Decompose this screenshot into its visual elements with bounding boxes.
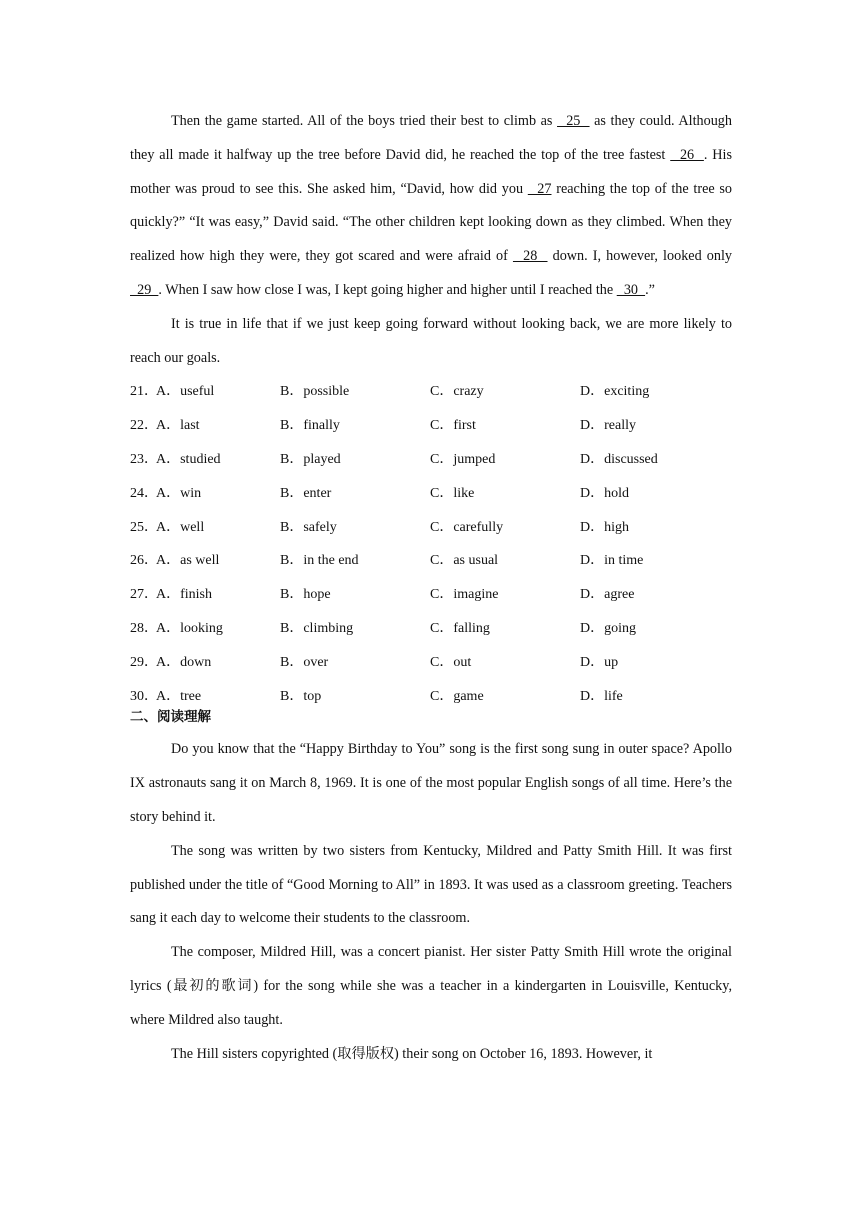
option-a: A．looking <box>156 620 223 636</box>
blank-27: 27 <box>527 180 552 197</box>
question-number: 29． <box>130 654 158 670</box>
option-c: C．jumped <box>430 451 496 467</box>
option-d: D．hold <box>580 485 629 501</box>
option-row-26 <box>130 544 732 578</box>
option-d: D．going <box>580 620 636 636</box>
passage-text: .” <box>645 281 655 298</box>
blank-29: 29 <box>130 281 159 298</box>
option-a: A．down <box>156 654 212 670</box>
option-c: C．first <box>430 418 476 434</box>
option-d: D．exciting <box>580 384 650 400</box>
option-b: B．hope <box>280 587 331 603</box>
option-row-28 <box>130 612 732 646</box>
option-row-22 <box>130 409 732 443</box>
question-number: 30． <box>130 688 158 704</box>
option-b: B．over <box>280 654 329 670</box>
option-b: B．climbing <box>280 620 354 636</box>
option-c: C．game <box>430 688 484 704</box>
passage-text: as they could. Although they all made it halfway up the tree before David did, he reached the top of the tree fastest <box>130 113 732 163</box>
passage-text: down. I, however, looked only <box>547 248 732 265</box>
blank-25: 25 <box>557 113 590 129</box>
question-number: 24． <box>130 485 158 501</box>
option-row-29 <box>130 646 732 680</box>
option-b: B．possible <box>280 384 350 400</box>
option-c: C．falling <box>430 620 490 636</box>
option-d: D．up <box>580 654 619 670</box>
passage-text: Then the game started. All of the boys tried their best to climb as <box>171 113 558 129</box>
section-heading: 二、阅读理解 <box>130 709 211 726</box>
reading-paragraph: The Hill sisters copyrighted (取得版权) their song on October 16, 1893. However, it <box>171 1045 653 1062</box>
option-c: C．out <box>430 654 472 670</box>
question-number: 22． <box>130 418 158 434</box>
option-a: A．tree <box>156 688 202 704</box>
option-row-27 <box>130 578 732 612</box>
blank-26: 26 <box>670 146 704 163</box>
passage-paragraph: It is true in life that if we just keep going forward without looking back, we are more likely to reach our goals. <box>130 315 732 366</box>
option-row-30 <box>130 680 732 714</box>
option-d: D．in time <box>580 553 644 569</box>
option-a: A．studied <box>156 451 221 467</box>
option-a: A．win <box>156 485 202 501</box>
passage-paragraph <box>130 105 732 308</box>
option-b: B．enter <box>280 485 332 501</box>
option-d: D．discussed <box>580 451 658 467</box>
option-a: A．useful <box>156 384 215 400</box>
option-b: B．finally <box>280 418 340 434</box>
option-b: B．played <box>280 451 341 467</box>
document-page <box>130 105 732 1071</box>
option-row-23 <box>130 443 732 477</box>
passage-text: . His mother was proud to see this. She asked him, “David, how did you <box>130 146 732 197</box>
option-a: A．last <box>156 418 200 434</box>
option-c: C．like <box>430 485 475 501</box>
option-d: D．really <box>580 418 636 434</box>
option-a: A．finish <box>156 587 212 603</box>
reading-paragraph: The song was written by two sisters from Kentucky, Mildred and Patty Smith Hill. It was first published under the title of “Good Morning to All” in 1893. It was used as a classroom greeting. Teachers sang it each day to welcome their students to the classroom. <box>130 842 732 927</box>
question-number: 28． <box>130 620 158 636</box>
option-b: B．in the end <box>280 553 359 569</box>
option-d: D．high <box>580 519 629 535</box>
option-c: C．as usual <box>430 553 499 569</box>
blank-30: 30 <box>616 281 646 298</box>
option-row-25 <box>130 511 732 545</box>
question-number: 21． <box>130 384 158 400</box>
option-d: D．agree <box>580 587 635 603</box>
option-a: A．as well <box>156 553 220 569</box>
option-c: C．carefully <box>430 519 504 535</box>
option-row-21 <box>130 375 732 409</box>
reading-paragraph: Do you know that the “Happy Birthday to You” song is the first song sung in outer space? Apollo IX astronauts sang it on March 8, 1969. It is one of the most popular English songs of all time. Here’s the story behind it. <box>130 741 732 825</box>
reading-paragraph: The composer, Mildred Hill, was a concert pianist. Her sister Patty Smith Hill wrote the original lyrics (最初的歌词) for the song while she was a teacher in a kindergarten in Louisville, Kentucky, where Mildred also taught. <box>130 944 732 1028</box>
option-b: B．top <box>280 688 322 704</box>
passage-text: . When I saw how close I was, I kept going higher and higher until I reached the <box>158 281 617 298</box>
question-number: 27． <box>130 587 158 603</box>
blank-28: 28 <box>512 248 548 265</box>
option-c: C．crazy <box>430 384 484 400</box>
question-number: 25． <box>130 519 158 535</box>
question-number: 23． <box>130 451 158 467</box>
question-number: 26． <box>130 553 158 569</box>
option-c: C．imagine <box>430 587 499 603</box>
option-b: B．safely <box>280 519 337 535</box>
passage-text: reaching the top of the tree so quickly?” “It was easy,” David said. “The other children kept looking down as they climbed. When they realized how high they were, they got scared and were afraid of <box>130 180 733 265</box>
options-list <box>130 375 732 713</box>
option-a: A．well <box>156 519 205 535</box>
option-d: D．life <box>580 688 623 704</box>
option-row-24 <box>130 477 732 511</box>
